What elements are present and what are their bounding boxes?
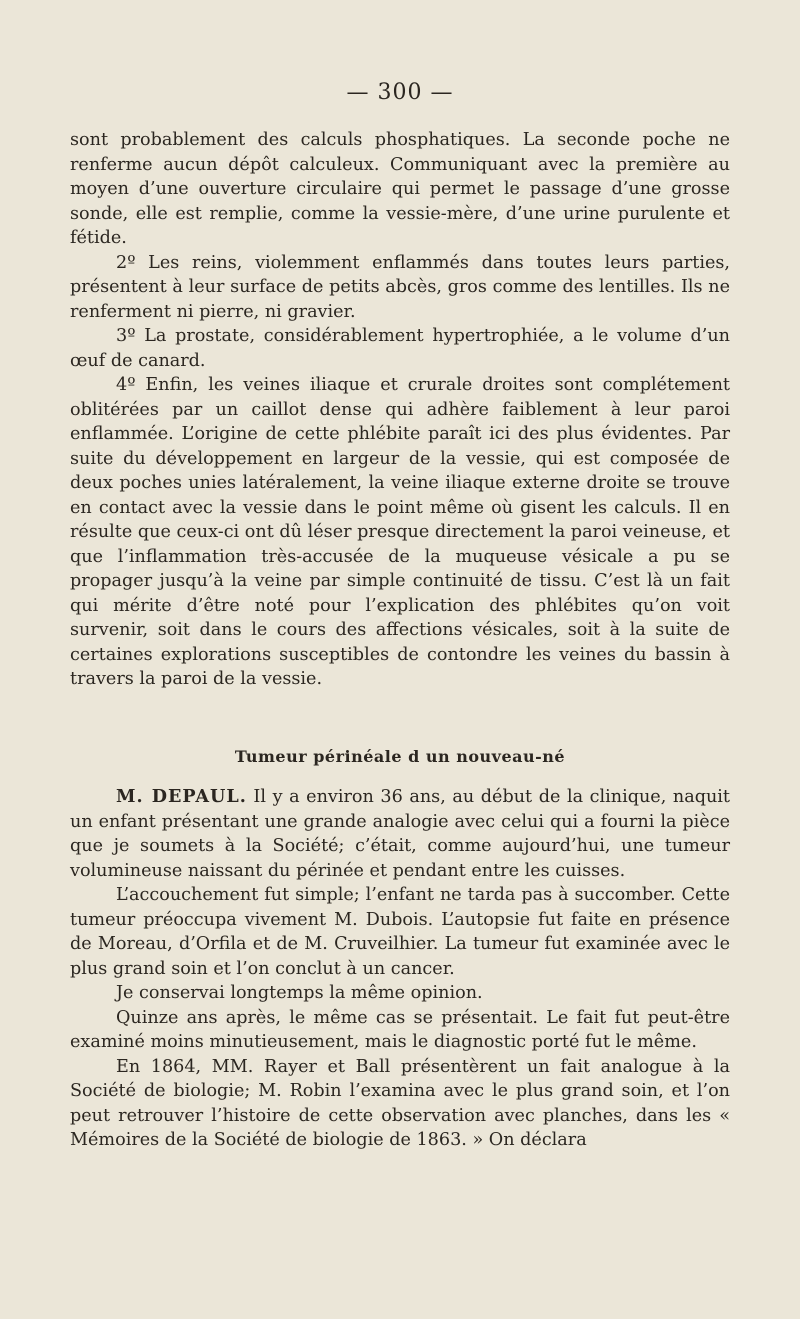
paragraph [70,785,730,883]
speaker-text: Il y a environ 36 ans, au début de la clinique, naquit un enfant présentant une grande analogie avec celui qui a fourni la pièce que je soumets à la Société; c’était, comme aujourd’hui, une tumeur volumineuse naissant du périnée et pendant entre les cuisses. [70,787,730,881]
section-heading: Tumeur périnéale d un nouveau-né [234,747,566,766]
paragraph: 4º Enfin, les veines iliaque et crurale droites sont complétement oblitérées par un caillot dense qui adhère faiblement à leur paroi enflammée. L’origine de cette phlébite paraît ici des plus évidentes. Par suite du développement en largeur de la vessie, qui est composée de deux poches unies latéralement, la veine iliaque externe droite se trouve en contact avec la vessie dans le point même où gisent les calculs. Il en résulte que ceux-ci ont dû léser presque directement la paroi veineuse, et que l’inflammation très-accusée de la muqueuse vésicale a pu se propager jusqu’à la veine par simple continuité de tissu. C’est là un fait qui mérite d’être noté pour l’explication des phlébites qu’on voit survenir, soit dans le cours des affections vésicales, soit à la suite de certaines explorations susceptibles de contondre les veines du bassin à travers la paroi de la vessie. [70,375,730,689]
paragraph: sont probablement des calculs phosphatiques. La seconde poche ne renferme aucun dépôt calculeux. Communiquant avec la première au moyen d’une ouverture circulaire qui permet le passage d’une grosse sonde, elle est remplie, comme la vessie-mère, d’une urine purulente et fétide. [70,130,730,248]
text-block-top [70,128,730,692]
paragraph: Quinze ans après, le même cas se présentait. Le fait fut peut-être examiné moins minutieusement, mais le diagnostic porté fut le même. [70,1007,730,1052]
text-block-bottom [70,785,730,1153]
paragraph: Je conservai longtemps la même opinion. [116,983,483,1003]
paragraph: 2º Les reins, violemment enflammés dans toutes leurs parties, présentent à leur surface de petits abcès, gros comme des lentilles. Ils ne renferment ni pierre, ni gravier. [70,252,730,322]
paragraph: L’accouchement fut simple; l’enfant ne tarda pas à succomber. Cette tumeur préoccupa vivement M. Dubois. L’autopsie fut faite en présence de Moreau, d’Orfila et de M. Cruveilhier. La tumeur fut examinée avec le plus grand soin et l’on conclut à un cancer. [70,885,730,979]
paragraph: En 1864, MM. Rayer et Ball présentèrent un fait analogue à la Société de biologie; M. Robin l’examina avec le plus grand soin, et l’on peut retrouver l’histoire de cette observation avec planches, dans les « Mémoires de la Société de biologie de 1863. » On déclara [70,1056,730,1150]
speaker-name: M. DEPAUL. [116,786,247,807]
page-number: — 300 — [346,80,454,105]
paragraph: 3º La prostate, considérablement hypertrophiée, a le volume d’un œuf de canard. [70,326,730,371]
